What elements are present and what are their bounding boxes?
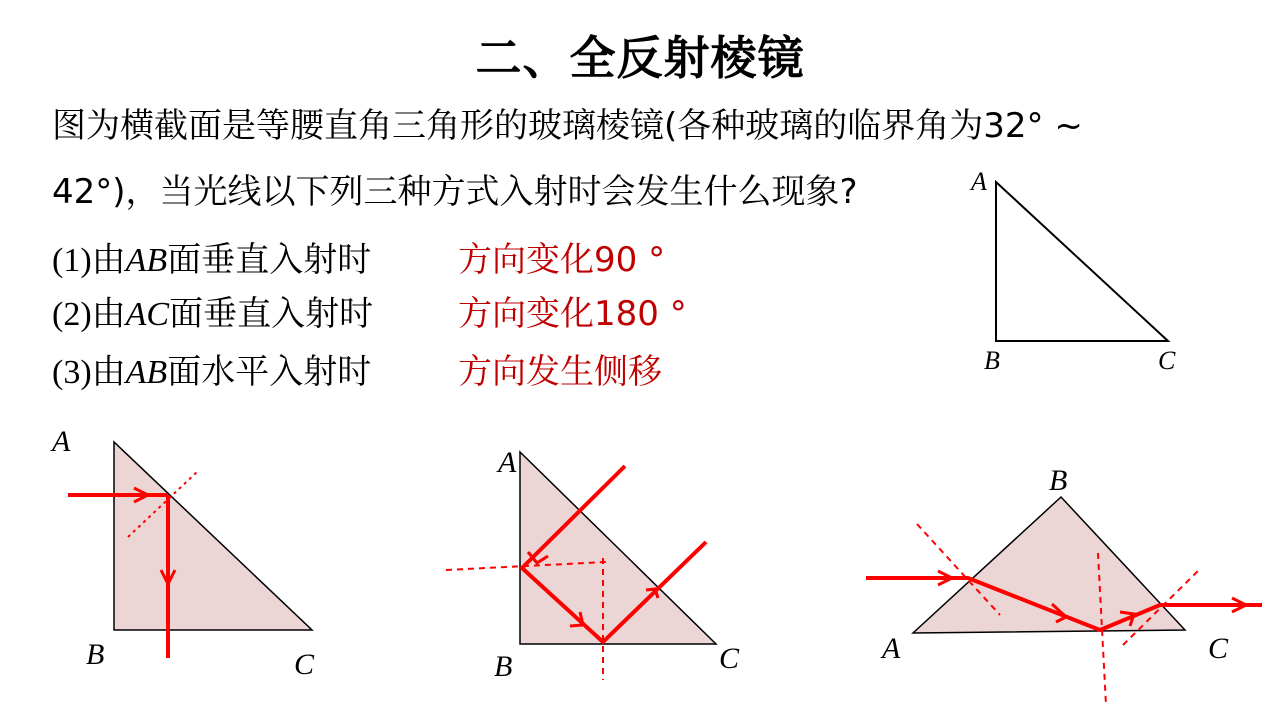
question-2-pre: 由	[91, 294, 126, 334]
reference-label-c: C	[1158, 346, 1176, 375]
question-3-number: (3)	[52, 354, 92, 391]
paragraph-line-1: 图为横截面是等腰直角三角形的玻璃棱镜(各种玻璃的临界角为32° ~	[52, 106, 1083, 146]
figure-3	[866, 464, 1262, 705]
figure-1-label-a: A	[52, 425, 71, 458]
figure-2-label-a: A	[498, 446, 517, 479]
answer-1: 方向变化90 °	[458, 240, 666, 280]
question-3-text: 面水平入射时	[167, 352, 372, 392]
figure-2-label-b: B	[494, 650, 513, 683]
figure-3-label-c: C	[1208, 632, 1229, 665]
reference-prism-diagram	[969, 167, 1176, 375]
answer-3: 方向发生侧移	[458, 352, 662, 392]
question-3-edge: AB	[125, 354, 168, 391]
figure-3-label-b: B	[1049, 464, 1068, 497]
figure-3-label-a: A	[882, 632, 901, 665]
question-1-text: 面垂直入射时	[167, 240, 372, 280]
question-1-number: (1)	[52, 242, 92, 279]
question-2-edge: AC	[125, 296, 170, 333]
figure-2	[446, 446, 740, 683]
answer-2: 方向变化180 °	[458, 294, 687, 334]
question-1-edge: AB	[125, 242, 168, 279]
question-2-text: 面垂直入射时	[169, 294, 374, 334]
figure-1-label-c: C	[294, 648, 315, 681]
paragraph-line-2: 42°)，当光线以下列三种方式入射时会发生什么现象?	[52, 172, 858, 212]
page-title: 二、全反射棱镜	[475, 31, 805, 85]
reference-label-b: B	[984, 346, 1000, 375]
figure-1	[50, 425, 315, 681]
question-1-pre: 由	[91, 240, 126, 280]
figure-1-label-b: B	[86, 638, 105, 671]
figure-2-label-c: C	[719, 642, 740, 675]
reference-triangle	[996, 182, 1168, 341]
figure-2-prism	[520, 452, 716, 644]
figure-1-prism	[114, 442, 312, 630]
question-2-number: (2)	[52, 296, 92, 333]
question-3-pre: 由	[91, 352, 126, 392]
reference-label-a: A	[971, 167, 987, 196]
